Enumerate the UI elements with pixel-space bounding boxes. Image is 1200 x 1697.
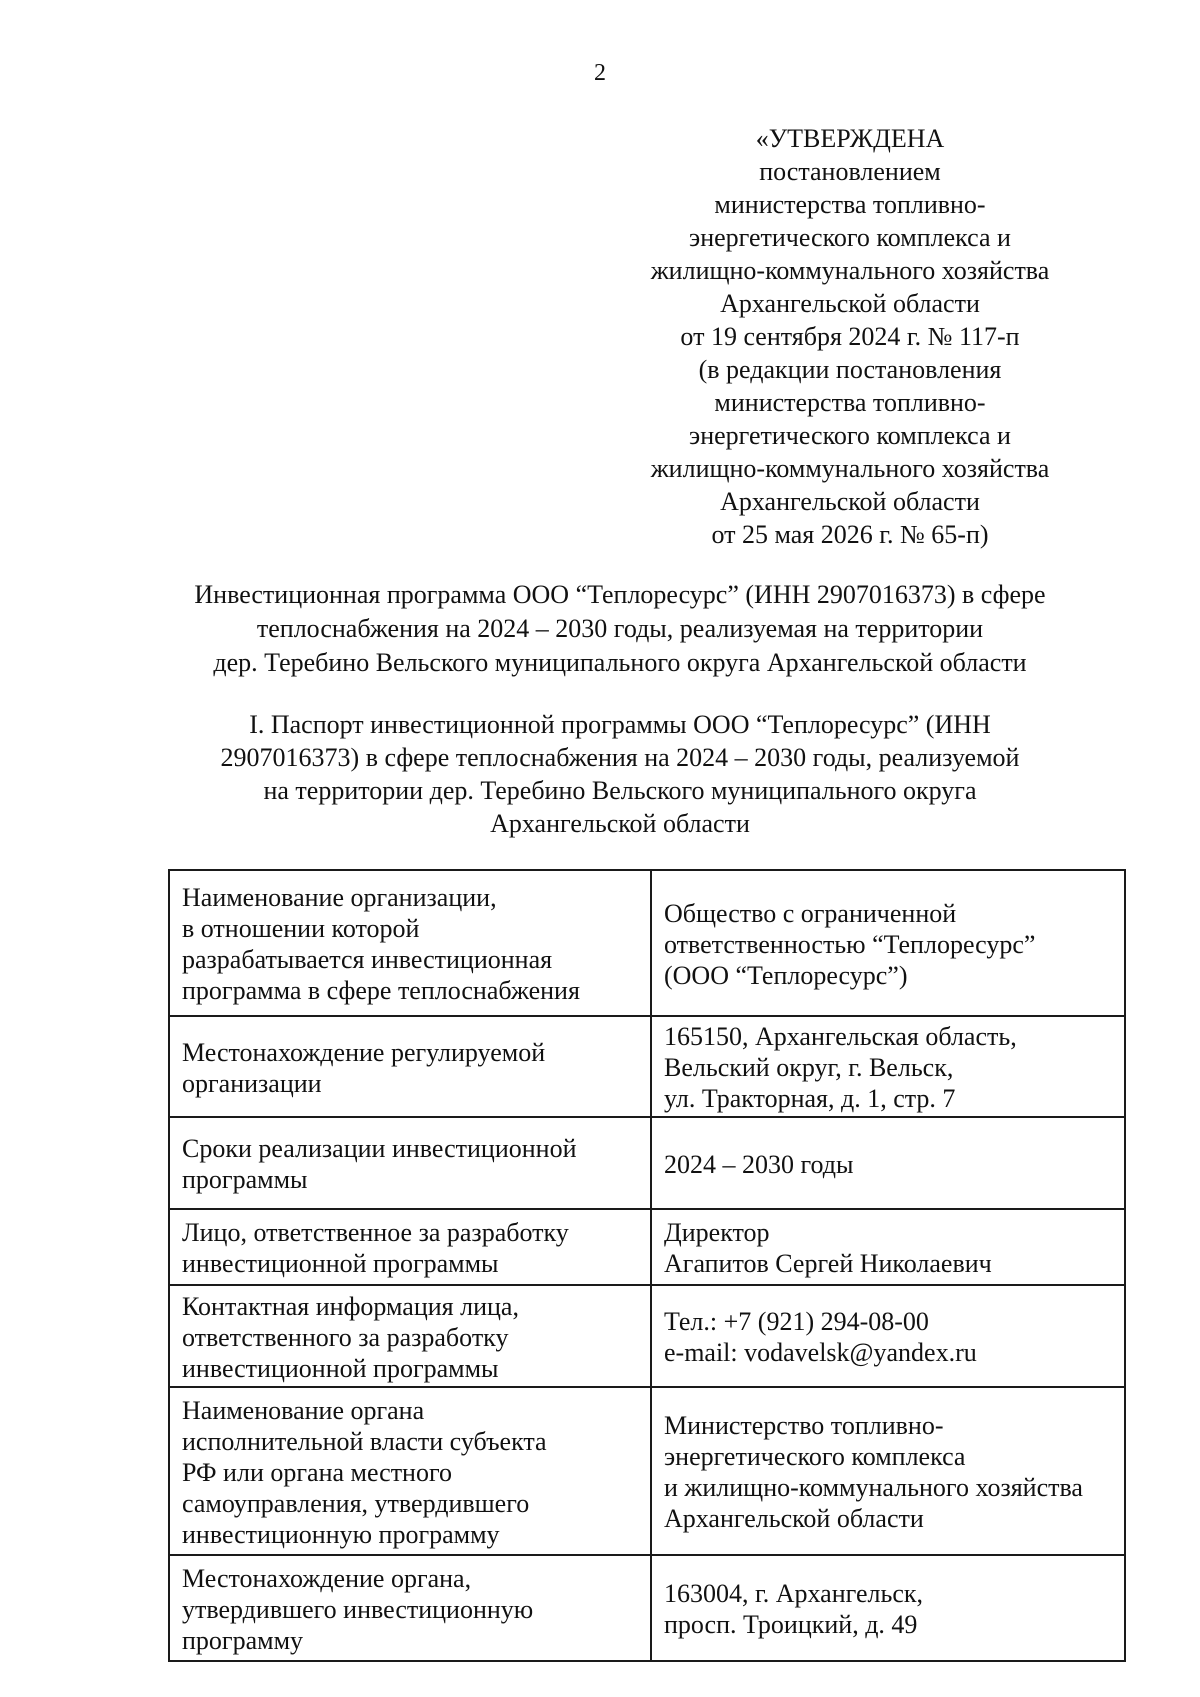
- row-value-cell: [651, 1016, 1125, 1117]
- row-label-cell: [169, 1117, 651, 1209]
- cell-text: ответственностью “Теплоресурс”: [664, 929, 1036, 959]
- cell-text: и жилищно-коммунального хозяйства: [664, 1473, 1083, 1502]
- cell-text: инвестиционной программы: [182, 1353, 499, 1383]
- cell-text: утвердившего инвестиционную: [182, 1594, 534, 1624]
- cell-text: Местонахождение регулируемой: [182, 1037, 546, 1067]
- cell-text: ул. Тракторная, д. 1, стр. 7: [664, 1084, 956, 1113]
- cell-text: Архангельской области: [664, 1504, 924, 1533]
- approval-line: жилищно-коммунального хозяйства: [650, 256, 1050, 285]
- cell-text: организации: [182, 1068, 322, 1098]
- approval-line: от 25 мая 2026 г. № 65-п): [711, 520, 989, 549]
- cell-text: самоуправления, утвердившего: [182, 1488, 530, 1518]
- cell-text: исполнительной власти субъекта: [182, 1426, 547, 1456]
- approval-stamp: [600, 122, 1100, 551]
- table-row: [169, 1117, 1125, 1209]
- cell-text: просп. Троицкий, д. 49: [664, 1610, 918, 1639]
- cell-text: Местонахождение органа,: [182, 1563, 472, 1593]
- row-label-cell: [169, 1016, 651, 1117]
- row-value-cell: [651, 1555, 1125, 1661]
- approval-line: жилищно-коммунального хозяйства: [650, 454, 1050, 483]
- section-title-line: на территории дер. Теребино Вельского муниципального округа: [263, 776, 977, 805]
- cell-text: РФ или органа местного: [182, 1457, 452, 1487]
- approval-line: министерства топливно-: [714, 388, 986, 417]
- cell-text: Тел.: +7 (921) 294-08-00: [664, 1307, 929, 1336]
- cell-text: разрабатывается инвестиционная: [182, 945, 553, 974]
- document-title: [120, 578, 1120, 680]
- passport-table: [168, 869, 1126, 1662]
- row-value-cell: [651, 870, 1125, 1016]
- cell-text: Контактная информация лица,: [182, 1291, 519, 1321]
- cell-text: программы: [182, 1165, 308, 1194]
- table-row: [169, 1285, 1125, 1387]
- row-value-cell: [651, 1285, 1125, 1387]
- row-value-cell: [651, 1209, 1125, 1285]
- cell-text: программу: [182, 1625, 304, 1655]
- approval-line: Архангельской области: [720, 487, 980, 516]
- row-label-cell: [169, 1209, 651, 1285]
- cell-text: 2024 – 2030 годы: [664, 1149, 854, 1179]
- section-title-line: Архангельской области: [490, 809, 750, 838]
- cell-text: Агапитов Сергей Николаевич: [664, 1249, 992, 1278]
- approval-line: (в редакции постановления: [698, 355, 1002, 384]
- cell-text: инвестиционную программу: [182, 1519, 500, 1549]
- cell-text: программа в сфере теплоснабжения: [182, 976, 580, 1005]
- cell-text: Лицо, ответственное за разработку: [182, 1218, 569, 1247]
- cell-text: Наименование организации,: [182, 883, 497, 912]
- row-value-cell: [651, 1387, 1125, 1555]
- approval-line: постановлением: [759, 157, 941, 186]
- table-row: [169, 1387, 1125, 1555]
- section-title-line: 2907016373) в сфере теплоснабжения на 2024 – 2030 годы, реализуемой: [220, 743, 1020, 772]
- approval-line: министерства топливно-: [714, 190, 986, 219]
- section-title: [120, 708, 1120, 840]
- table-row: [169, 870, 1125, 1016]
- cell-text: 165150, Архангельская область,: [664, 1022, 1017, 1051]
- table-row: [169, 1555, 1125, 1661]
- row-label-cell: [169, 1387, 651, 1555]
- cell-text: инвестиционной программы: [182, 1249, 499, 1278]
- cell-text: e-mail: vodavelsk@yandex.ru: [664, 1338, 977, 1367]
- approval-line: энергетического комплекса и: [689, 223, 1011, 252]
- row-label-cell: [169, 1555, 651, 1661]
- cell-text: Директор: [664, 1218, 770, 1247]
- title-line: теплоснабжения на 2024 – 2030 годы, реализуемая на территории: [256, 614, 984, 643]
- cell-text: Министерство топливно-: [664, 1411, 944, 1440]
- table-row: [169, 1209, 1125, 1285]
- row-label-cell: [169, 1285, 651, 1387]
- approval-line: от 19 сентября 2024 г. № 117-п: [680, 322, 1020, 351]
- cell-text: (ООО “Теплоресурс”): [664, 960, 908, 990]
- approval-line: Архангельской области: [720, 289, 980, 318]
- table-row: [169, 1016, 1125, 1117]
- cell-text: энергетического комплекса: [664, 1442, 966, 1471]
- approval-line: энергетического комплекса и: [689, 421, 1011, 450]
- cell-text: Сроки реализации инвестиционной: [182, 1134, 577, 1163]
- row-label-cell: [169, 870, 651, 1016]
- cell-text: ответственного за разработку: [182, 1322, 509, 1352]
- cell-text: Общество с ограниченной: [664, 898, 957, 928]
- row-value-cell: [651, 1117, 1125, 1209]
- section-title-line: I. Паспорт инвестиционной программы ООО “Теплоресурс” (ИНН: [249, 710, 991, 739]
- cell-text: Вельский округ, г. Вельск,: [664, 1053, 954, 1082]
- cell-text: Наименование органа: [182, 1395, 425, 1425]
- approval-line: «УТВЕРЖДЕНА: [755, 124, 945, 153]
- title-line: дер. Теребино Вельского муниципального округа Архангельской области: [213, 648, 1027, 677]
- page-number: 2: [594, 60, 606, 86]
- cell-text: 163004, г. Архангельск,: [664, 1579, 923, 1608]
- cell-text: в отношении которой: [182, 914, 420, 943]
- title-line: Инвестиционная программа ООО “Теплоресурс” (ИНН 2907016373) в сфере: [194, 580, 1046, 609]
